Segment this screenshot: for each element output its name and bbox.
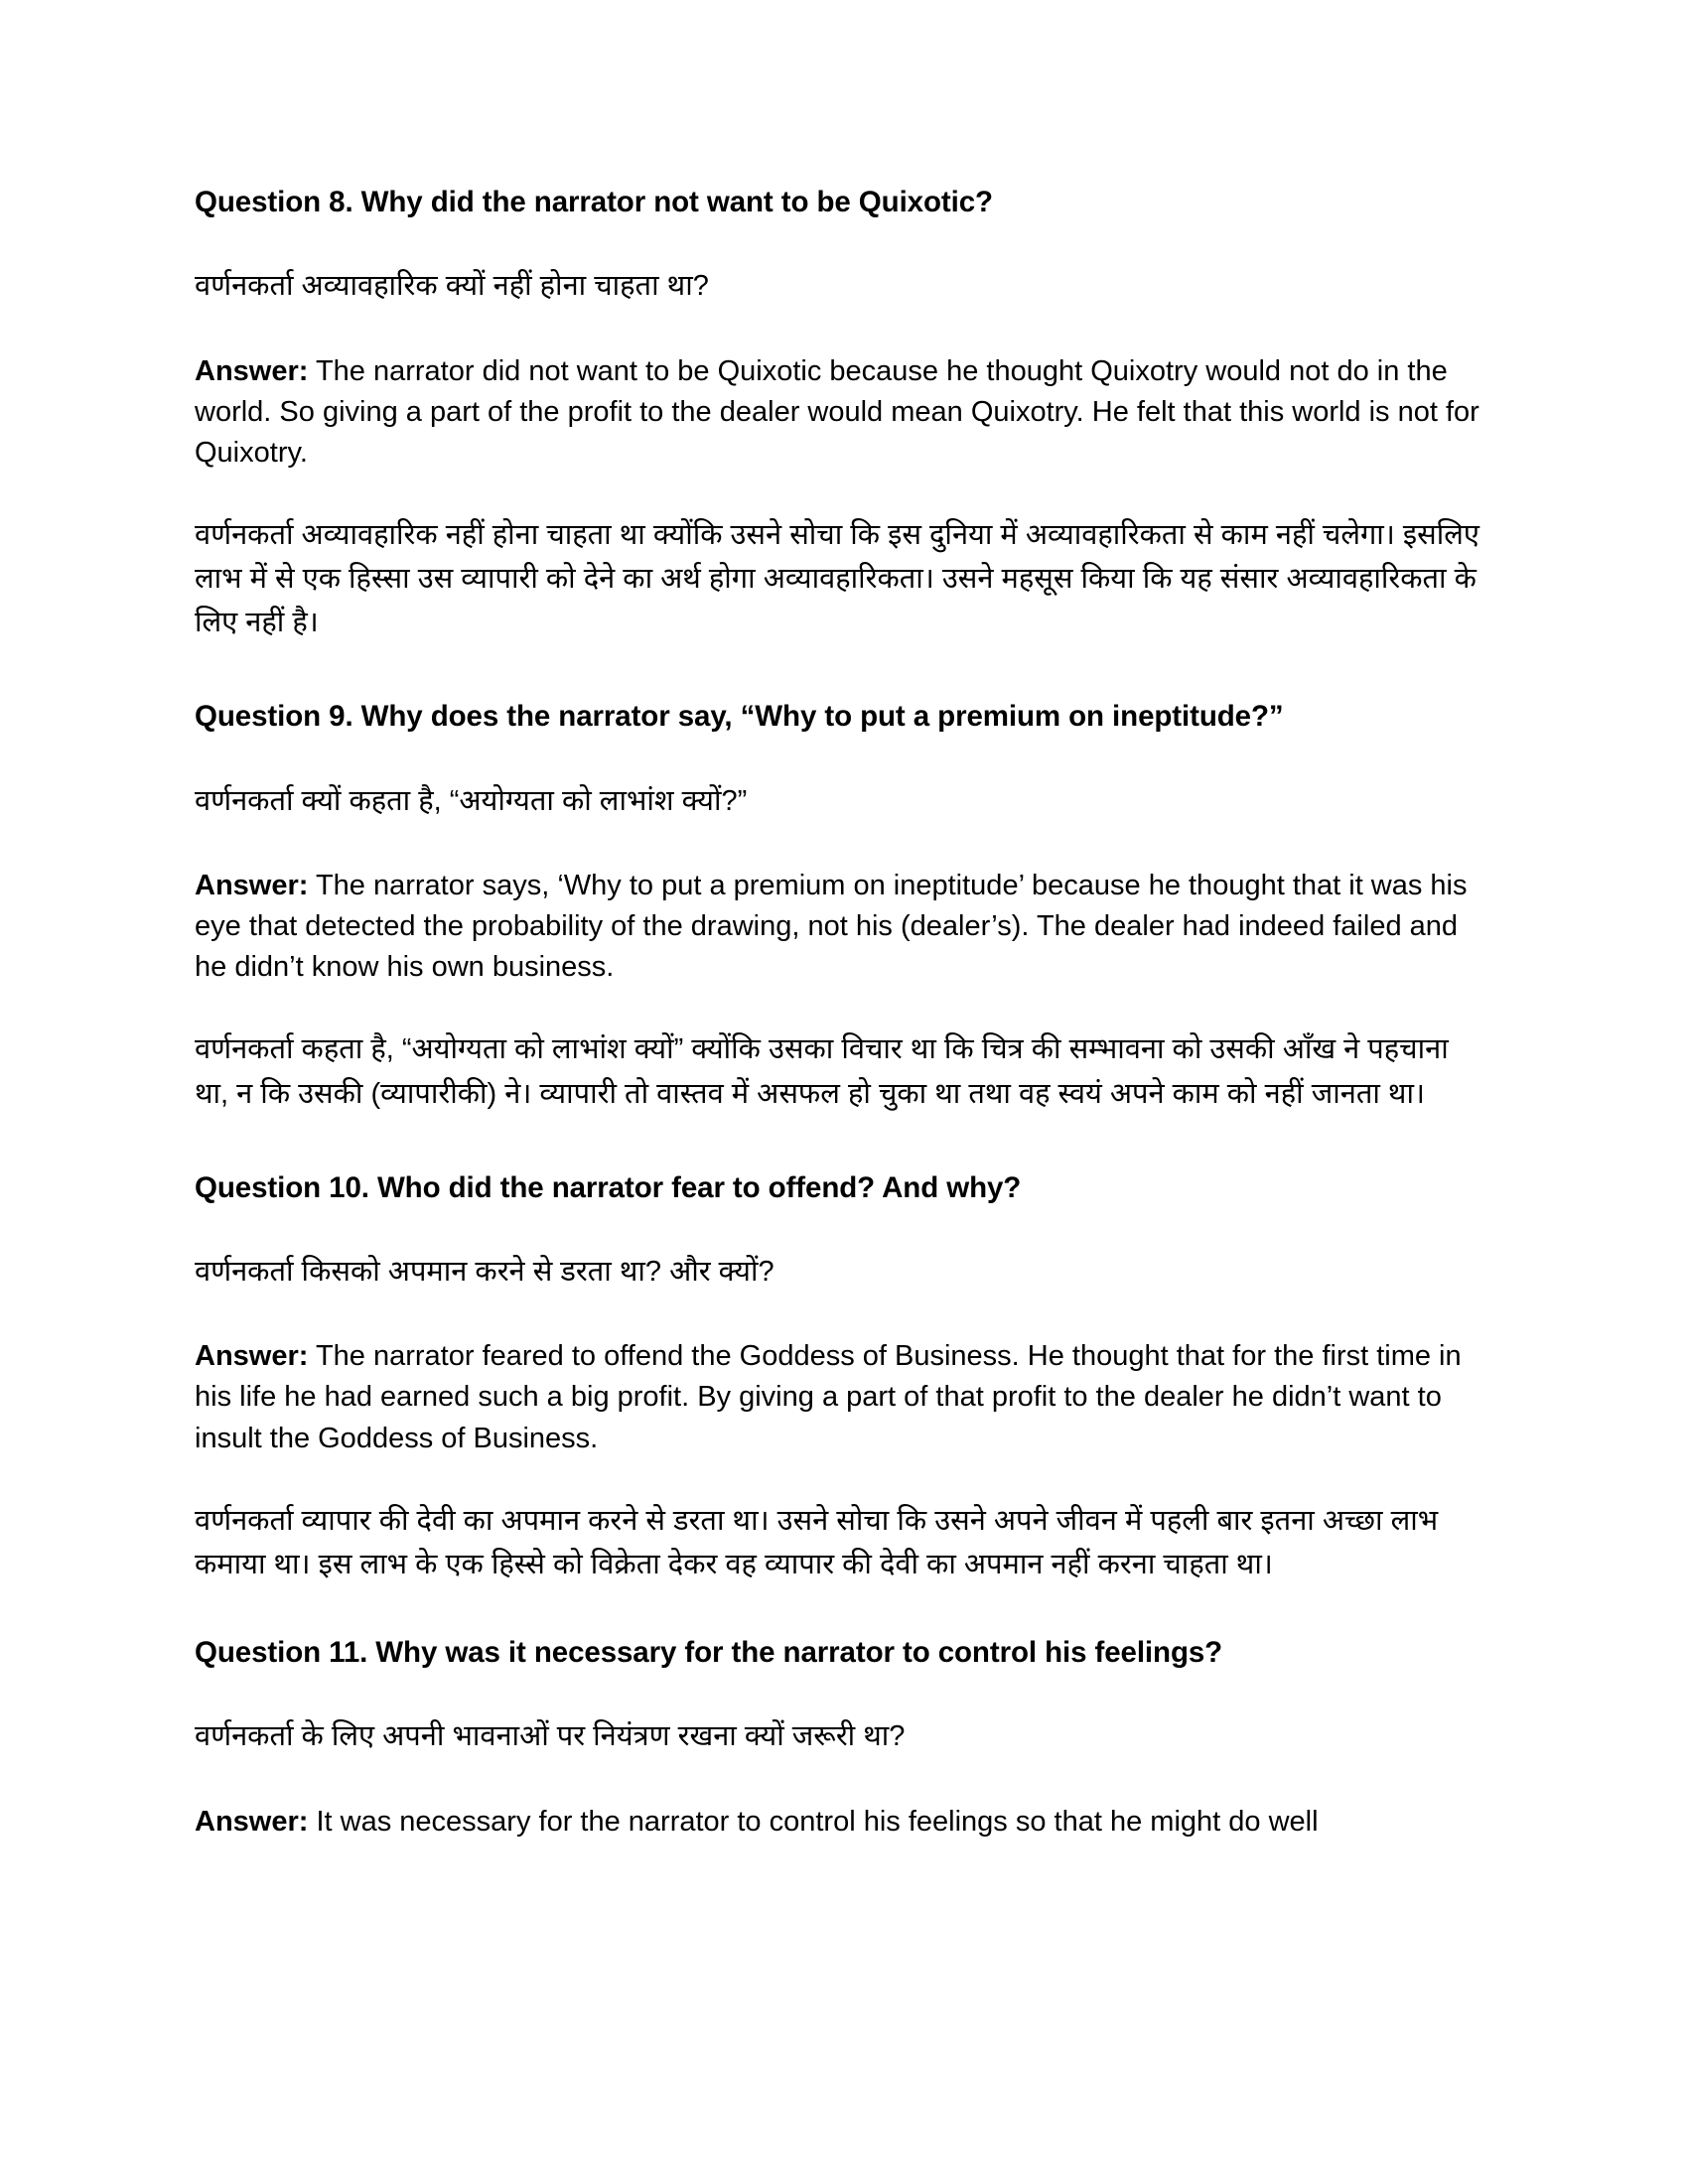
answer-label: Answer: [195, 869, 309, 901]
question-hindi-9: वर्णनकर्ता क्यों कहता है, “अयोग्यता को लाभांश क्यों?” [195, 784, 748, 817]
answer-english-8 [195, 351, 1485, 475]
question-hindi-10: वर्णनकर्ता किसको अपमान करने से डरता था? और क्यों? [195, 1255, 774, 1288]
qa-block-question-10 [195, 1169, 1485, 1586]
answer-label: Answer: [195, 1805, 309, 1838]
answer-english-9 [195, 866, 1485, 989]
document-content [195, 184, 1485, 1843]
answer-label: Answer: [195, 354, 309, 387]
answer-english-text: The narrator says, ‘Why to put a premium on ineptitude’ because he thought that it was his eye that detected the probability of the drawing, not his (dealer’s). The dealer had indeed failed and he didn’t know his own business. [195, 869, 1468, 984]
question-heading-9: Question 9. Why does the narrator say, “Why to put a premium on ineptitude?” [195, 700, 1284, 734]
answer-english-text: The narrator feared to offend the Goddess of Business. He thought that for the first time in his life he had earned such a big profit. By giving a part of that profit to the dealer he didn’t want to insult the Goddess of Business. [195, 1340, 1462, 1454]
question-hindi-11: वर्णनकर्ता के लिए अपनी भावनाओं पर नियंत्रण रखना क्यों जरूरी था? [195, 1720, 906, 1753]
answer-english-10 [195, 1336, 1485, 1459]
qa-block-question-9 [195, 698, 1485, 1115]
qa-block-question-11 [195, 1634, 1485, 1843]
qa-block-question-8 [195, 184, 1485, 644]
question-heading-8: Question 8. Why did the narrator not want to be Quixotic? [195, 186, 993, 218]
answer-hindi-8: वर्णनकर्ता अव्यावहारिक नहीं होना चाहता था क्योंकि उसने सोचा कि इस दुनिया में अव्यावहारिकता से काम नहीं चलेगा। इसलिए लाभ में से एक हिस्सा उस व्यापारी को देने का अर्थ होगा अव्यावहारिकता। उसने महसूस किया कि यह संसार अव्यावहारिकता के लिए नहीं है। [195, 519, 1479, 639]
answer-hindi-9: वर्णनकर्ता कहता है, “अयोग्यता को लाभांश क्यों” क्योंकि उसका विचार था कि चित्र की सम्भावना को उसकी आँख ने पहचाना था, न कि उसकी (व्यापारीकी) ने। व्यापारी तो वास्तव में असफल हो चुका था तथा वह स्वयं अपने काम को नहीं जानता था। [195, 1033, 1449, 1110]
answer-english-11 [195, 1802, 1485, 1843]
answer-label: Answer: [195, 1340, 309, 1373]
question-heading-11: Question 11. Why was it necessary for the narrator to control his feelings? [195, 1635, 1223, 1669]
question-hindi-8: वर्णनकर्ता अव्यावहारिक क्यों नहीं होना चाहता था? [195, 270, 709, 303]
answer-english-text: The narrator did not want to be Quixotic because he thought Quixotry would not do in the world. So giving a part of the profit to the dealer would mean Quixotry. He felt that this world is not for Quixotry. [195, 354, 1479, 469]
answer-english-text: It was necessary for the narrator to control his feelings so that he might do well [308, 1805, 1319, 1838]
answer-hindi-10: वर्णनकर्ता व्यापार की देवी का अपमान करने से डरता था। उसने सोचा कि उसने अपने जीवन में पहली बार इतना अच्छा लाभ कमाया था। इस लाभ के एक हिस्से को विक्रेता देकर वह व्यापार की देवी का अपमान नहीं करना चाहता था। [195, 1504, 1439, 1580]
question-heading-10: Question 10. Who did the narrator fear to offend? And why? [195, 1170, 1022, 1204]
